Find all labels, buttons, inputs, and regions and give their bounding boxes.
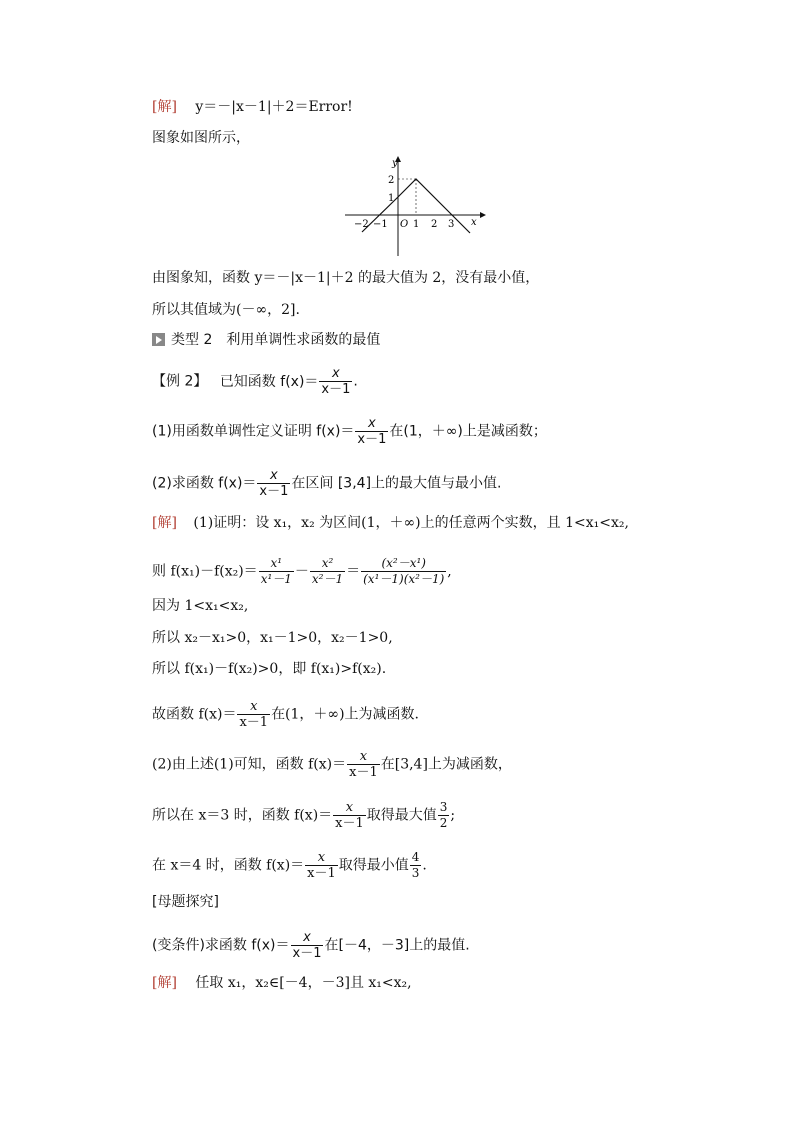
function-graph	[340, 152, 490, 260]
fraction-denominator: x－1	[239, 715, 269, 730]
solution-step-9	[152, 850, 427, 881]
x-tick-3: 3	[448, 219, 455, 230]
fraction-numerator: x²	[310, 556, 345, 572]
fraction-denominator: x－1	[349, 765, 378, 780]
step-6-pre: 故函数 f(x)＝	[152, 706, 237, 723]
fraction	[237, 699, 270, 730]
play-icon	[152, 333, 165, 346]
fraction-denominator: 2	[439, 816, 448, 830]
variation-pre: (变条件)求函数 f(x)＝	[152, 937, 290, 954]
fraction	[259, 556, 294, 587]
example-2	[152, 366, 358, 397]
example-end: .	[353, 373, 358, 390]
x-tick-1: 1	[413, 219, 420, 230]
fraction-denominator: x²－1	[311, 572, 344, 586]
fraction	[257, 468, 290, 499]
graph-conclusion: 由图象知，函数 y＝－|x－1|＋2 的最大值为 2，没有最小值，	[152, 270, 540, 286]
value-fraction	[438, 800, 450, 831]
solution-tag: [解]	[152, 975, 177, 991]
step-2-end: ,	[447, 563, 452, 580]
step-8-mid: 取得最大值	[366, 807, 437, 824]
step-9-pre: 在 x＝4 时，函数 f(x)＝	[152, 857, 305, 874]
fraction-denominator: x¹－1	[260, 572, 292, 586]
solution-step-8	[152, 800, 455, 831]
step-9-mid: 取得最小值	[338, 857, 409, 874]
minus-sign: －	[294, 563, 309, 580]
x-axis-arrow	[480, 212, 486, 218]
x-axis-label: x	[471, 217, 477, 228]
solution-step-5: 所以 f(x₁)－f(x₂)>0，即 f(x₁)>f(x₂).	[152, 661, 387, 677]
explore-heading: [母题探究]	[152, 894, 219, 910]
range-conclusion: 所以其值域为(－∞，2].	[152, 302, 300, 318]
step-2-pre: 则 f(x₁)－f(x₂)＝	[152, 563, 258, 580]
question-2-pre: (2)求函数 f(x)＝	[152, 475, 257, 492]
fraction-denominator: x－1	[357, 432, 387, 447]
y-tick-1: 1	[388, 193, 395, 204]
value-fraction	[410, 850, 422, 881]
step-8-end: ;	[450, 807, 456, 824]
fraction-numerator: x	[305, 850, 338, 866]
fraction-numerator: x	[257, 468, 290, 484]
example-text: 已知函数 f(x)＝	[219, 373, 319, 390]
fraction	[361, 556, 446, 587]
fraction-numerator: x	[355, 416, 388, 432]
fraction-denominator: (x¹－1)(x²－1)	[363, 572, 445, 586]
type-heading	[152, 331, 380, 349]
fraction-numerator: 4	[411, 850, 420, 864]
fraction-numerator: 3	[439, 800, 448, 814]
step-8-pre: 所以在 x＝3 时，函数 f(x)＝	[152, 807, 333, 824]
step-9-end: .	[422, 857, 427, 874]
solution-step-4: 所以 x₂－x₁>0，x₁－1>0，x₂－1>0,	[152, 630, 393, 646]
solution-step-1	[152, 514, 629, 532]
question-1-pre: (1)用函数单调性定义证明 f(x)＝	[152, 423, 355, 440]
variation-solution-text: 任取 x₁，x₂∈[－4，－3]且 x₁<x₂,	[195, 975, 412, 991]
step-7-post: 在[3,4]上为减函数，	[380, 756, 512, 773]
graph-caption: 图象如图所示，	[152, 130, 250, 146]
x-tick-neg1: −1	[373, 219, 388, 230]
origin-label: O	[400, 219, 409, 230]
x-tick-neg2: −2	[354, 219, 369, 230]
variation-solution	[152, 974, 412, 992]
variation-post: 在[－4，－3]上的最值.	[324, 937, 470, 954]
question-1	[152, 416, 547, 447]
fraction	[319, 366, 352, 397]
solution-step-2	[152, 556, 452, 587]
fraction	[355, 416, 388, 447]
fraction-denominator: x－1	[335, 816, 364, 831]
fraction-numerator: x	[319, 366, 352, 382]
variation-question	[152, 930, 470, 961]
fraction	[333, 800, 366, 831]
fraction-numerator: x	[347, 749, 380, 765]
question-2	[152, 468, 501, 499]
example-label: 【例 2】	[152, 373, 208, 390]
fraction-numerator: x	[333, 800, 366, 816]
y-axis-label: y	[392, 158, 398, 169]
fraction-numerator: (x²－x¹)	[361, 556, 446, 572]
solution-line-1	[152, 98, 353, 116]
fraction	[291, 930, 324, 961]
step-6-post: 在(1，＋∞)上为减函数.	[271, 706, 420, 723]
fraction-numerator: x¹	[259, 556, 294, 572]
equals-sign: ＝	[346, 563, 361, 580]
fraction-denominator: x－1	[307, 866, 336, 881]
x-tick-2: 2	[431, 219, 438, 230]
fraction	[305, 850, 338, 881]
fraction	[310, 556, 345, 587]
fraction-denominator: x－1	[321, 382, 351, 397]
step-7-pre: (2)由上述(1)可知，函数 f(x)＝	[152, 756, 347, 773]
fraction-denominator: x－1	[259, 484, 289, 499]
y-tick-2: 2	[388, 175, 395, 186]
function-expression: y＝－|x－1|＋2＝Error!	[195, 99, 353, 115]
solution-tag: [解]	[152, 515, 177, 531]
fraction-denominator: x－1	[292, 946, 322, 961]
fraction	[347, 749, 380, 780]
fraction-denominator: 3	[411, 866, 420, 880]
solution-step-7	[152, 749, 512, 780]
fraction-numerator: x	[237, 699, 270, 715]
type-heading-text: 类型 2 利用单调性求函数的最值	[171, 332, 381, 348]
solution-step-6	[152, 699, 419, 730]
solution-step-1-text: (1)证明：设 x₁，x₂ 为区间(1，＋∞)上的任意两个实数，且 1<x₁<x₂,	[193, 515, 629, 531]
solution-step-3: 因为 1<x₁<x₂,	[152, 598, 249, 614]
question-1-post: 在(1，＋∞)上是减函数；	[389, 423, 547, 440]
question-2-post: 在区间 [3,4]上的最大值与最小值.	[291, 475, 502, 492]
solution-tag: [解]	[152, 99, 177, 115]
fraction-numerator: x	[291, 930, 324, 946]
